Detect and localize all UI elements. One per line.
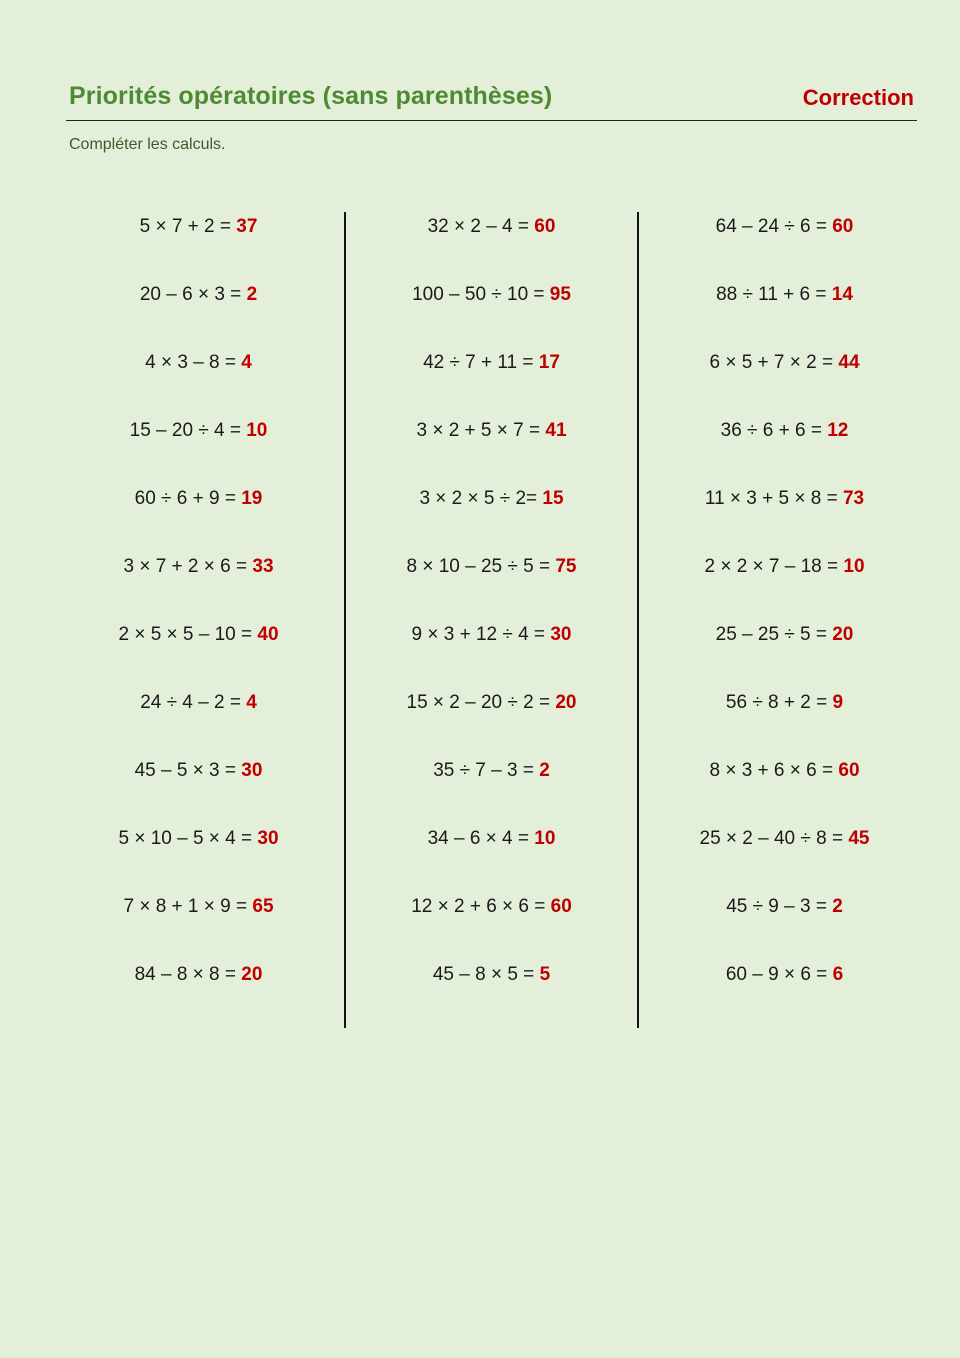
calculation-expression: 8 × 3 + 6 × 6 = bbox=[709, 760, 839, 781]
calculation-expression: 35 ÷ 7 – 3 = bbox=[433, 760, 540, 781]
calculation-answer: 20 bbox=[555, 692, 577, 713]
calculation-answer: 2 bbox=[539, 760, 550, 781]
calculation-answer: 6 bbox=[832, 964, 844, 985]
calculation-row bbox=[638, 212, 931, 280]
calculation-row bbox=[52, 280, 345, 348]
calculation-answer: 14 bbox=[831, 284, 853, 305]
calculation-expression: 11 × 3 + 5 × 8 = bbox=[704, 488, 843, 509]
calculation-expression: 7 × 8 + 1 × 9 = bbox=[123, 896, 253, 917]
calculation-expression: 100 – 50 ÷ 10 = bbox=[412, 284, 550, 305]
calculation-expression: 12 × 2 + 6 × 6 = bbox=[411, 896, 551, 917]
calculation-row bbox=[638, 756, 931, 824]
calculation-row bbox=[345, 620, 638, 688]
calculation-expression: 8 × 10 – 25 ÷ 5 = bbox=[406, 556, 556, 577]
calculation-expression: 3 × 7 + 2 × 6 = bbox=[123, 556, 253, 577]
calculation-row bbox=[638, 416, 931, 484]
calculation-answer: 41 bbox=[545, 420, 567, 441]
calculation-expression: 5 × 10 – 5 × 4 = bbox=[118, 828, 258, 849]
calculation-row bbox=[345, 552, 638, 620]
calculation-expression: 2 × 2 × 7 – 18 = bbox=[704, 556, 844, 577]
calculation-row bbox=[345, 348, 638, 416]
calculation-expression: 36 ÷ 6 + 6 = bbox=[720, 420, 828, 441]
calculation-expression: 56 ÷ 8 + 2 = bbox=[725, 692, 833, 713]
calculation-row bbox=[638, 552, 931, 620]
calculation-answer: 4 bbox=[246, 692, 257, 713]
calculation-expression: 5 × 7 + 2 = bbox=[139, 216, 237, 237]
calculation-row bbox=[638, 892, 931, 960]
calculation-answer: 20 bbox=[241, 964, 263, 985]
calculation-expression: 42 ÷ 7 + 11 = bbox=[423, 352, 539, 373]
calculation-row bbox=[52, 892, 345, 960]
calculation-answer: 75 bbox=[555, 556, 577, 577]
calculation-row bbox=[638, 960, 931, 1028]
calculation-row bbox=[345, 280, 638, 348]
calculation-row bbox=[345, 892, 638, 960]
calculation-expression: 60 ÷ 6 + 9 = bbox=[134, 488, 242, 509]
calculation-answer: 4 bbox=[241, 352, 252, 373]
calculation-row bbox=[345, 212, 638, 280]
calculation-answer: 5 bbox=[539, 964, 551, 985]
calculation-expression: 15 × 2 – 20 ÷ 2 = bbox=[406, 692, 556, 713]
calculation-row bbox=[52, 620, 345, 688]
calculation-expression: 20 – 6 × 3 = bbox=[139, 284, 247, 305]
exercise-column bbox=[638, 212, 931, 1028]
calculation-row bbox=[52, 212, 345, 280]
calculation-row bbox=[52, 756, 345, 824]
calculation-answer: 33 bbox=[252, 556, 274, 577]
calculation-row bbox=[345, 416, 638, 484]
calculation-expression: 4 × 3 – 8 = bbox=[145, 352, 242, 373]
page-title: Priorités opératoires (sans parenthèses) bbox=[69, 82, 553, 110]
calculation-row bbox=[345, 960, 638, 1028]
calculation-row bbox=[345, 756, 638, 824]
instruction-text: Compléter les calculs. bbox=[69, 136, 226, 153]
calculation-answer: 44 bbox=[838, 352, 860, 373]
calculation-expression: 88 ÷ 11 + 6 = bbox=[716, 284, 832, 305]
calculation-row bbox=[52, 348, 345, 416]
calculation-answer: 9 bbox=[832, 692, 844, 713]
calculation-expression: 45 – 5 × 3 = bbox=[134, 760, 242, 781]
calculation-row bbox=[52, 484, 345, 552]
calculation-expression: 60 – 9 × 6 = bbox=[725, 964, 833, 985]
exercise-column bbox=[345, 212, 638, 1028]
calculation-row bbox=[52, 960, 345, 1028]
calculation-expression: 45 ÷ 9 – 3 = bbox=[726, 896, 833, 917]
calculation-answer: 65 bbox=[252, 896, 274, 917]
calculation-answer: 73 bbox=[842, 488, 865, 509]
calculation-expression: 25 × 2 – 40 ÷ 8 = bbox=[699, 828, 849, 849]
calculation-answer: 2 bbox=[246, 284, 258, 305]
calculation-answer: 40 bbox=[257, 624, 279, 645]
calculation-answer: 20 bbox=[832, 624, 854, 645]
calculation-answer: 37 bbox=[236, 216, 258, 237]
exercise-grid bbox=[52, 212, 931, 1028]
calculation-answer: 60 bbox=[838, 760, 860, 781]
calculation-expression: 84 – 8 × 8 = bbox=[134, 964, 242, 985]
calculation-expression: 34 – 6 × 4 = bbox=[427, 828, 535, 849]
calculation-answer: 2 bbox=[832, 896, 843, 917]
exercise-column bbox=[52, 212, 345, 1028]
calculation-expression: 32 × 2 – 4 = bbox=[427, 216, 535, 237]
calculation-expression: 64 – 24 ÷ 6 = bbox=[715, 216, 833, 237]
calculation-answer: 15 bbox=[542, 488, 564, 509]
calculation-row bbox=[638, 620, 931, 688]
calculation-expression: 24 ÷ 4 – 2 = bbox=[140, 692, 247, 713]
calculation-answer: 60 bbox=[550, 896, 572, 917]
calculation-answer: 10 bbox=[843, 556, 865, 577]
calculation-expression: 6 × 5 + 7 × 2 = bbox=[709, 352, 839, 373]
calculation-answer: 12 bbox=[827, 420, 849, 441]
page-header bbox=[66, 82, 917, 121]
calculation-row bbox=[638, 824, 931, 892]
calculation-answer: 60 bbox=[832, 216, 854, 237]
calculation-expression: 15 – 20 ÷ 4 = bbox=[129, 420, 247, 441]
calculation-answer: 30 bbox=[550, 624, 572, 645]
calculation-answer: 60 bbox=[534, 216, 556, 237]
calculation-expression: 45 – 8 × 5 = bbox=[432, 964, 540, 985]
calculation-row bbox=[52, 688, 345, 756]
correction-label: Correction bbox=[802, 85, 914, 110]
calculation-row bbox=[52, 552, 345, 620]
calculation-row bbox=[345, 484, 638, 552]
calculation-row bbox=[638, 348, 931, 416]
calculation-expression: 3 × 2 × 5 ÷ 2= bbox=[419, 488, 543, 509]
calculation-expression: 3 × 2 + 5 × 7 = bbox=[416, 420, 546, 441]
calculation-row bbox=[345, 824, 638, 892]
calculation-expression: 25 – 25 ÷ 5 = bbox=[715, 624, 833, 645]
calculation-row bbox=[638, 688, 931, 756]
calculation-answer: 17 bbox=[538, 352, 560, 373]
calculation-row bbox=[638, 280, 931, 348]
calculation-answer: 19 bbox=[241, 488, 263, 509]
calculation-answer: 10 bbox=[534, 828, 556, 849]
calculation-row bbox=[52, 824, 345, 892]
calculation-answer: 30 bbox=[257, 828, 279, 849]
calculation-answer: 30 bbox=[241, 760, 263, 781]
calculation-answer: 45 bbox=[848, 828, 870, 849]
calculation-answer: 10 bbox=[246, 420, 268, 441]
calculation-answer: 95 bbox=[549, 284, 571, 305]
calculation-expression: 9 × 3 + 12 ÷ 4 = bbox=[411, 624, 551, 645]
calculation-row bbox=[52, 416, 345, 484]
calculation-row bbox=[345, 688, 638, 756]
calculation-expression: 2 × 5 × 5 – 10 = bbox=[118, 624, 258, 645]
calculation-row bbox=[638, 484, 931, 552]
